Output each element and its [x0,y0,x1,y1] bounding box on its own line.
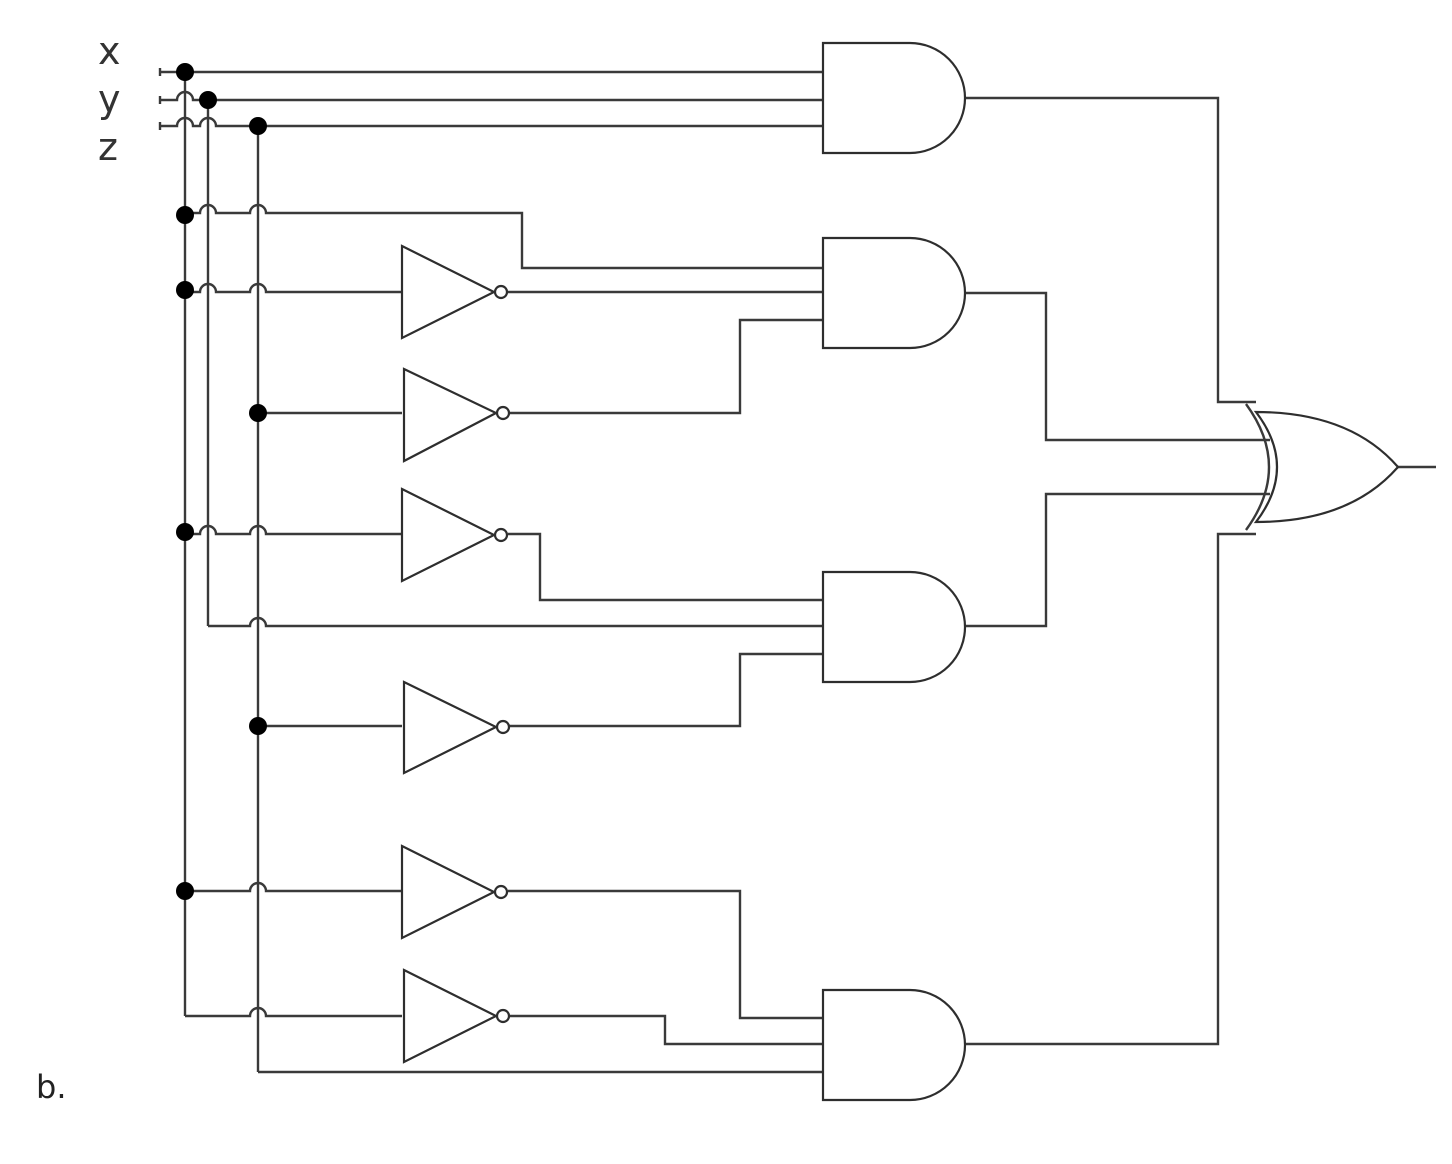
and4-output-wire [965,534,1256,1044]
and1-output-wire [965,98,1256,402]
junction-dot [199,91,217,109]
and-gate-2 [823,238,965,348]
not6-output-wire [508,1016,822,1044]
not4-output-wire [508,654,822,726]
and-gate-1 [823,43,965,153]
figure-caption: b. [36,1068,67,1106]
not-gate-2 [404,369,496,461]
input-label-z: z [98,125,118,169]
junction-dot [176,63,194,81]
not-gate-1-bubble [495,286,507,298]
junction-dot [176,882,194,900]
and2-output-wire [965,293,1270,440]
not-gate-5 [402,846,494,938]
not3-output-wire [508,534,822,600]
y-line [160,92,822,100]
junction-dot [176,206,194,224]
junction-dot [249,404,267,422]
not-gate-4 [404,682,496,773]
or-gate [1256,412,1398,522]
input-rails [185,72,258,1072]
not-gate-4-bubble [497,721,509,733]
not-gate-5-bubble [495,886,507,898]
not-gate-1 [402,246,494,338]
junctions [176,63,267,900]
not-gate-6-bubble [497,1010,509,1022]
not5-input-wire [185,883,402,891]
not5-output-wire [508,891,822,1018]
junction-dot [249,717,267,735]
not6-input-wire [185,1008,402,1016]
not2-output-wire [508,320,822,413]
junction-dot [176,523,194,541]
not3-input-wire [185,526,402,534]
not-gates [402,246,509,1062]
input-label-x: x [98,29,121,73]
not-gate-2-bubble [497,407,509,419]
and2-x-wire [185,205,822,268]
not-gate-6 [404,970,496,1062]
and-gate-4 [823,990,965,1100]
and3-y-wire [208,618,822,626]
input-label-y: y [98,77,121,121]
not-gate-3-bubble [495,529,507,541]
and3-output-wire [965,494,1270,626]
not1-input-wire [185,284,402,292]
not-gate-3 [402,489,494,581]
and-gate-3 [823,572,965,682]
junction-dot [176,281,194,299]
junction-dot [249,117,267,135]
